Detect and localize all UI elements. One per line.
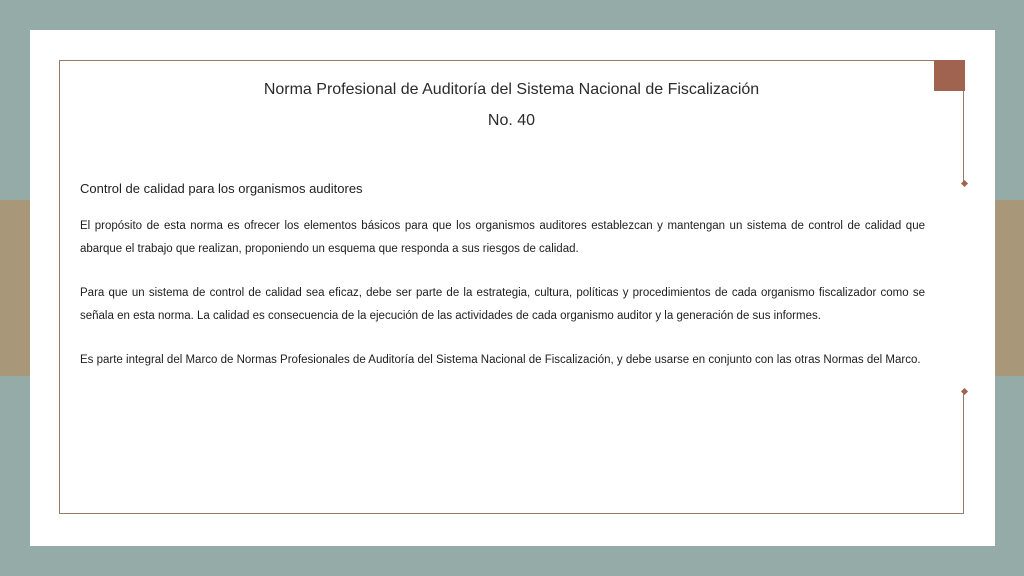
paragraph-purpose: El propósito de esta norma es ofrecer los elementos básicos para que los organismos auditores establezcan y mantengan un sistema de control de calidad que abarque el trabajo que realizan, proponiendo un esquema que responda a sus riesgos de calidad. xyxy=(80,220,925,255)
section-subtitle: Control de calidad para los organismos auditores xyxy=(80,181,363,196)
paragraph-effectiveness: Para que un sistema de control de calidad sea eficaz, debe ser parte de la estrategia, cultura, políticas y procedimientos de cada organismo fiscalizador como se señala en esta norma. La calidad es consecuencia de la ejecución de las actividades de cada organismo auditor y la generación de sus informes. xyxy=(80,287,925,322)
paragraph-framework: Es parte integral del Marco de Normas Profesionales de Auditoría del Sistema Nacional de Fiscalización, y debe usarse en conjunto con las otras Normas del Marco. xyxy=(80,354,921,366)
frame-gap xyxy=(962,184,967,394)
left-decorative-band xyxy=(0,200,32,376)
document-body xyxy=(80,180,925,393)
norm-number: No. 40 xyxy=(487,112,536,129)
page-title: Norma Profesional de Auditoría del Sistema Nacional de Fiscalización xyxy=(263,81,760,98)
